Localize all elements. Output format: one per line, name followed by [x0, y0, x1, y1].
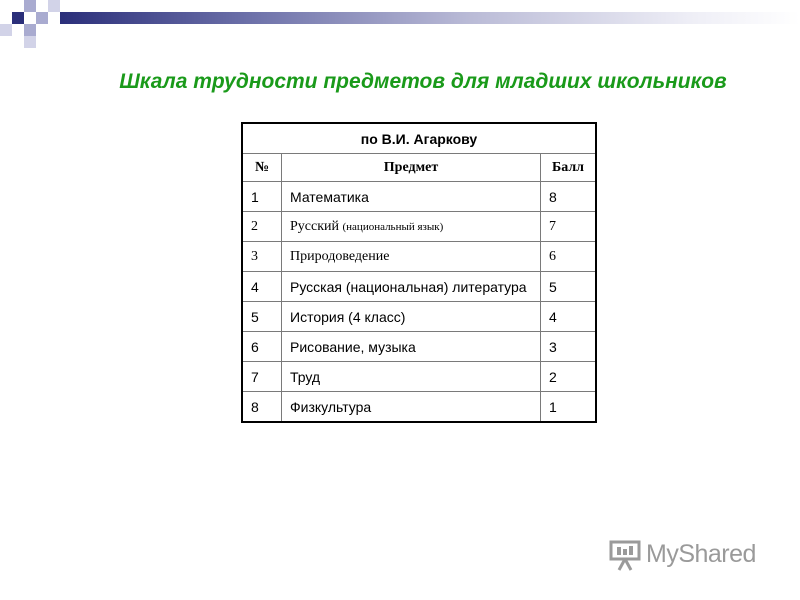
table-row — [242, 302, 596, 332]
slide-title: Шкала трудности предметов для младших школьников — [119, 70, 727, 93]
row-subject-main: Русский — [290, 218, 339, 234]
row-num: 6 — [242, 332, 282, 362]
row-subject: История (4 класс) — [282, 302, 541, 332]
row-score: 6 — [541, 242, 597, 272]
header-gradient-bar — [60, 12, 800, 24]
table-row — [242, 182, 596, 212]
row-score: 2 — [541, 362, 597, 392]
header-score: Балл — [541, 154, 597, 182]
row-subject: Рисование, музыка — [282, 332, 541, 362]
row-num: 3 — [242, 242, 282, 272]
row-num: 4 — [242, 272, 282, 302]
presentation-board-icon — [608, 537, 644, 573]
table-row — [242, 362, 596, 392]
table-header-row — [242, 154, 596, 182]
difficulty-table — [241, 122, 597, 423]
row-score: 7 — [541, 212, 597, 242]
row-num: 5 — [242, 302, 282, 332]
header-num: № — [242, 154, 282, 182]
row-subject-note: (национальный язык) — [342, 220, 444, 233]
row-num: 7 — [242, 362, 282, 392]
table-row — [242, 242, 596, 272]
row-score: 5 — [541, 272, 597, 302]
row-subject: Природоведение — [282, 242, 541, 272]
row-num: 1 — [242, 182, 282, 212]
row-num: 2 — [242, 212, 282, 242]
row-num: 8 — [242, 392, 282, 423]
table-row — [242, 272, 596, 302]
table-row — [242, 392, 596, 423]
row-subject — [282, 212, 541, 242]
row-score: 3 — [541, 332, 597, 362]
watermark-text: MyShared — [646, 540, 756, 568]
row-score: 1 — [541, 392, 597, 423]
row-score: 8 — [541, 182, 597, 212]
row-subject: Математика — [282, 182, 541, 212]
row-subject: Русская (национальная) литература — [282, 272, 541, 302]
row-subject: Труд — [282, 362, 541, 392]
table-row — [242, 212, 596, 242]
row-subject: Физкультура — [282, 392, 541, 423]
table-row — [242, 332, 596, 362]
header-subject: Предмет — [282, 154, 541, 182]
row-score: 4 — [541, 302, 597, 332]
table-caption: по В.И. Агаркову — [242, 123, 596, 154]
